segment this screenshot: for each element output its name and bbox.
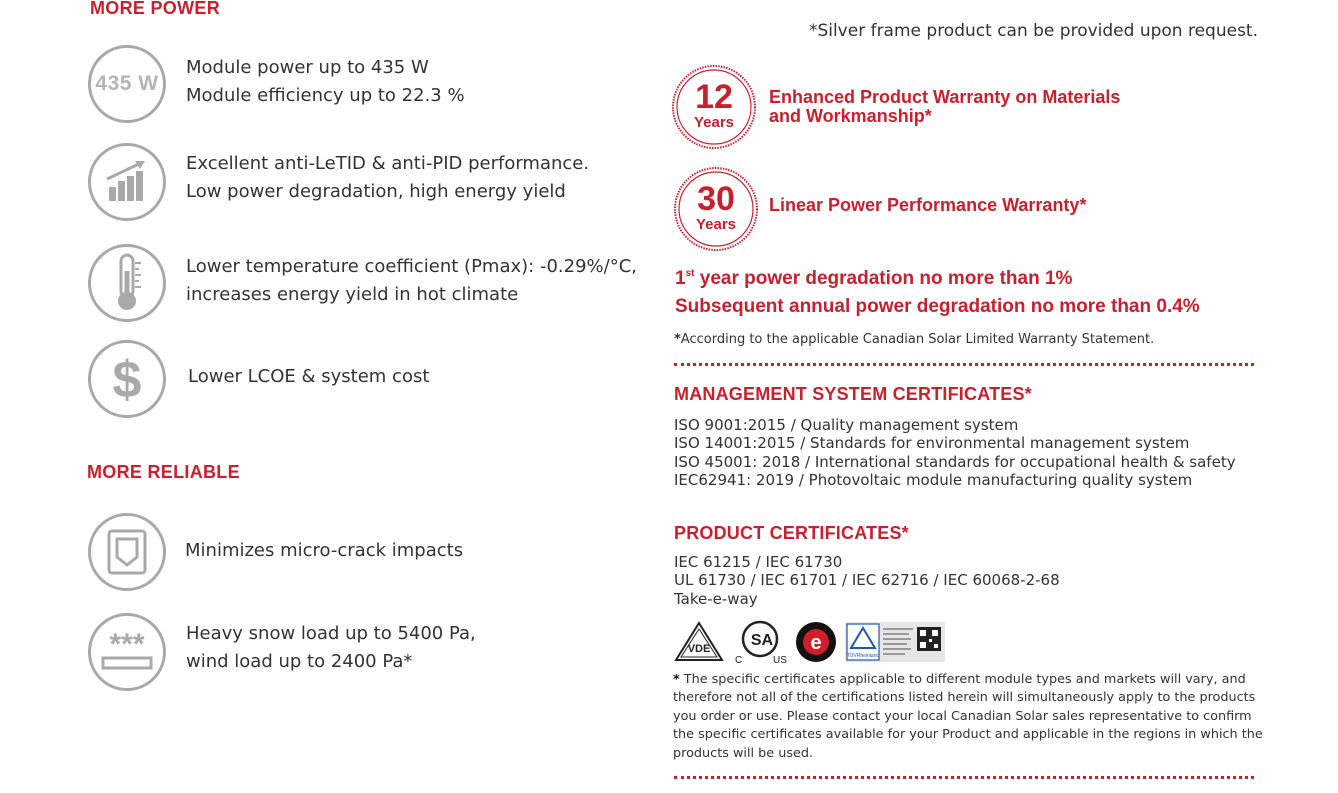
feature-lcoe <box>88 340 648 420</box>
csa-logo <box>731 620 789 664</box>
svg-text:C: C <box>735 655 743 664</box>
svg-text:e: e <box>810 632 822 654</box>
feature-line: Heavy snow load up to 5400 Pa, <box>186 623 476 644</box>
feature-line: Lower LCOE & system cost <box>188 366 430 387</box>
divider <box>674 776 1254 779</box>
warranty-years-number: 12 <box>695 78 733 116</box>
certificate-item: ISO 14001:2015 / Standards for environmental management system <box>674 434 1190 453</box>
feature-snow-load <box>88 613 648 693</box>
feature-line: Excellent anti-LeTID & anti-PID performance. <box>186 153 590 174</box>
feature-line: Low power degradation, high energy yield <box>186 181 566 202</box>
performance-chart-icon <box>88 143 166 221</box>
annual-degradation: Subsequent annual power degradation no more than 0.4% <box>675 296 1200 317</box>
feature-line: wind load up to 2400 Pa* <box>186 651 413 672</box>
shield-icon <box>88 513 166 591</box>
feature-line: Minimizes micro-crack impacts <box>185 540 464 561</box>
svg-text:***: *** <box>109 632 145 661</box>
warranty-12-label: Enhanced Product Warranty on Materials and Workmanship* <box>769 87 1121 126</box>
snow-load-icon <box>88 613 166 691</box>
svg-text:SA: SA <box>750 632 774 649</box>
certificate-item: IEC62941: 2019 / Photovoltaic module manufacturing quality system <box>674 471 1193 490</box>
more-power-title: MORE POWER <box>90 0 221 18</box>
vde-logo <box>673 620 725 664</box>
feature-line: Lower temperature coefficient (Pmax): -0.29%/°C, <box>186 256 637 277</box>
warranty-12-badge <box>671 64 757 150</box>
svg-text:$: $ <box>112 351 142 407</box>
warranty-30-label: Linear Power Performance Warranty* <box>769 195 1087 215</box>
certificate-item: IEC 61215 / IEC 61730 <box>674 553 843 571</box>
divider <box>674 363 1254 366</box>
svg-text:US: US <box>773 655 787 664</box>
feature-micro-crack <box>88 513 648 593</box>
warranty-years-number: 30 <box>697 180 735 218</box>
feature-anti-letid <box>88 143 648 223</box>
certificate-item: ISO 9001:2015 / Quality management system <box>674 416 1019 434</box>
warranty-years-unit: Years <box>695 216 737 233</box>
tuv-rheinland-logo <box>845 622 945 662</box>
feature-line: Module power up to 435 W <box>186 57 429 78</box>
certificates-disclaimer: * The specific certificates applicable to different module types and markets will vary, and therefore not all of the certifications listed herein will simultaneously apply to the products you order or use. Please contact your local Canadian Solar sales representative to confirm the specific certificates available for your Product and applicable in the regions in which the products will be used. <box>673 672 1263 761</box>
certification-logos <box>673 620 945 664</box>
thermometer-icon <box>88 244 166 322</box>
svg-text:VDE: VDE <box>687 643 711 655</box>
silver-frame-note: *Silver frame product can be provided upon request. <box>808 21 1258 41</box>
feature-line: Module efficiency up to 22.3 % <box>186 85 465 106</box>
product-certificates-list <box>674 553 1060 608</box>
warranty-30-badge <box>673 166 759 252</box>
feature-temperature <box>88 244 648 324</box>
certificate-item: UL 61730 / IEC 61701 / IEC 62716 / IEC 60068-2-68 <box>674 571 1060 590</box>
dollar-icon <box>88 340 166 418</box>
power-rating-icon: 435 W <box>88 45 166 123</box>
management-certificates-title: MANAGEMENT SYSTEM CERTIFICATES* <box>674 384 1032 404</box>
warranty-statement-note: *According to the applicable Canadian Solar Limited Warranty Statement. <box>674 332 1155 347</box>
take-e-way-logo <box>793 620 839 664</box>
certificate-item: ISO 45001: 2018 / International standards for occupational health & safety <box>674 452 1236 471</box>
warranty-years-unit: Years <box>693 114 735 131</box>
first-year-degradation: 1st year power degradation no more than 1% <box>675 268 1073 289</box>
certificate-item: Take-e-way <box>674 589 758 608</box>
management-certificates-list <box>674 416 1236 490</box>
product-certificates-title: PRODUCT CERTIFICATES* <box>674 523 909 543</box>
svg-text:TÜVRheinland: TÜVRheinland <box>846 653 880 659</box>
more-reliable-title: MORE RELIABLE <box>87 462 240 482</box>
feature-module-power <box>88 45 648 125</box>
feature-line: increases energy yield in hot climate <box>186 284 519 305</box>
